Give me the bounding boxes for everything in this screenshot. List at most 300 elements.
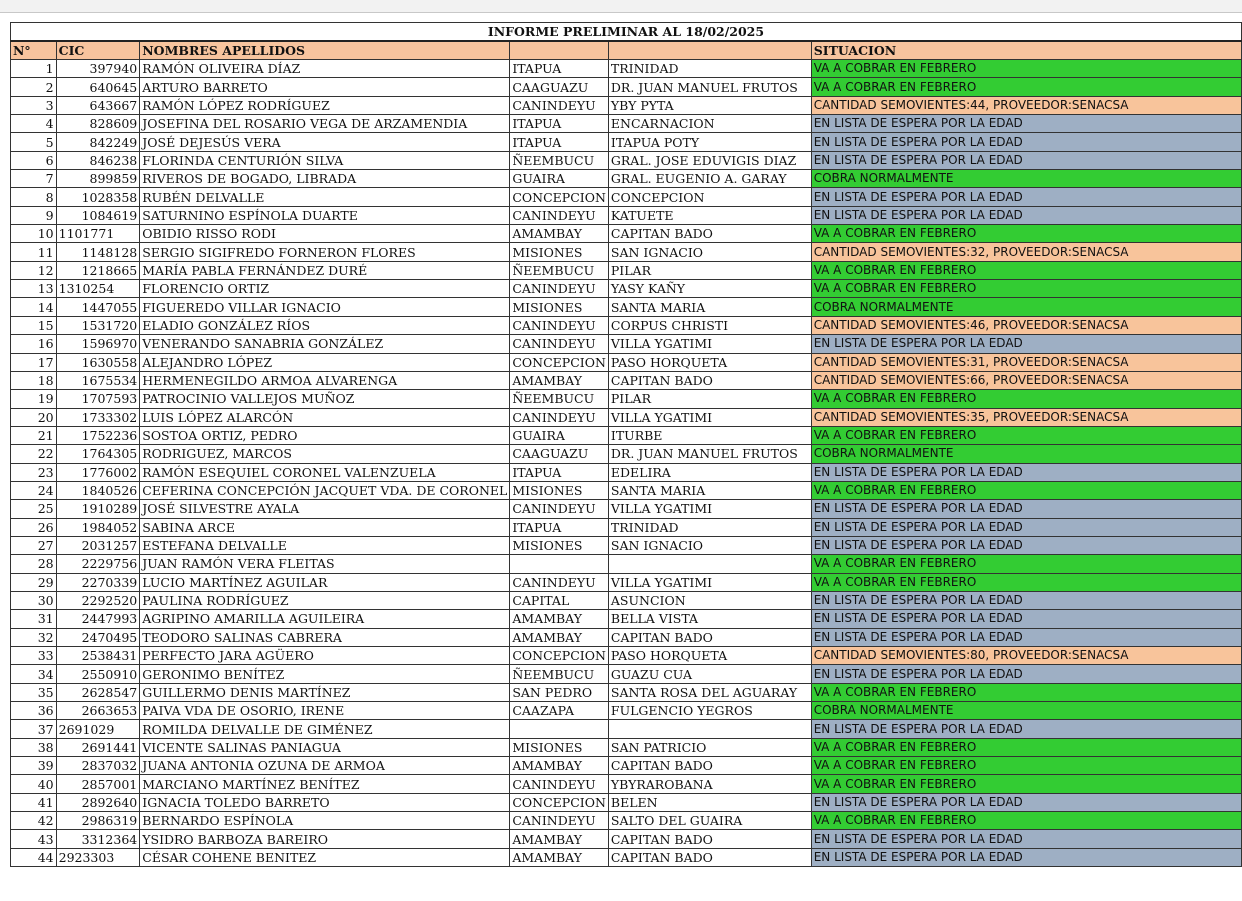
cell-no: 42 (11, 812, 57, 830)
cell-city: YASY KAÑY (608, 280, 811, 298)
cell-situation: VA A COBRAR EN FEBRERO (811, 555, 1241, 573)
cell-no: 6 (11, 151, 57, 169)
cell-name: JUAN RAMÓN VERA FLEITAS (140, 555, 510, 573)
cell-cic: 1984052 (56, 518, 140, 536)
table-row (11, 647, 1242, 665)
cell-situation: EN LISTA DE ESPERA POR LA EDAD (811, 848, 1241, 866)
cell-city: ENCARNACION (608, 115, 811, 133)
cell-name: VICENTE SALINAS PANIAGUA (140, 738, 510, 756)
report-title: INFORME PRELIMINAR AL 18/02/2025 (11, 23, 1242, 42)
cell-cic: 846238 (56, 151, 140, 169)
cell-no: 8 (11, 188, 57, 206)
cell-name: PAULINA RODRÍGUEZ (140, 591, 510, 609)
cell-city (608, 720, 811, 738)
cell-situation: VA A COBRAR EN FEBRERO (811, 738, 1241, 756)
cell-no: 16 (11, 335, 57, 353)
cell-situation: EN LISTA DE ESPERA POR LA EDAD (811, 335, 1241, 353)
cell-city: TRINIDAD (608, 60, 811, 78)
header-dept (510, 41, 609, 60)
cell-situation: EN LISTA DE ESPERA POR LA EDAD (811, 188, 1241, 206)
table-row (11, 298, 1242, 316)
header-no: N° (11, 41, 57, 60)
cell-cic: 643667 (56, 96, 140, 114)
cell-no: 22 (11, 445, 57, 463)
cell-department: CONCEPCION (510, 188, 609, 206)
cell-no: 41 (11, 793, 57, 811)
cell-cic: 1707593 (56, 390, 140, 408)
cell-situation: VA A COBRAR EN FEBRERO (811, 757, 1241, 775)
table-row (11, 390, 1242, 408)
cell-cic: 828609 (56, 115, 140, 133)
cell-cic: 2550910 (56, 665, 140, 683)
cell-name: MARÍA PABLA FERNÁNDEZ DURÉ (140, 261, 510, 279)
cell-name: RAMÓN ESEQUIEL CORONEL VALENZUELA (140, 463, 510, 481)
cell-city: EDELIRA (608, 463, 811, 481)
cell-no: 10 (11, 225, 57, 243)
cell-department: GUAIRA (510, 170, 609, 188)
cell-no: 33 (11, 647, 57, 665)
cell-no: 17 (11, 353, 57, 371)
cell-situation: VA A COBRAR EN FEBRERO (811, 60, 1241, 78)
cell-city: GUAZU CUA (608, 665, 811, 683)
cell-cic: 1447055 (56, 298, 140, 316)
cell-cic: 2031257 (56, 536, 140, 554)
cell-city: YBYRAROBANA (608, 775, 811, 793)
cell-name: RODRIGUEZ, MARCOS (140, 445, 510, 463)
cell-no: 19 (11, 390, 57, 408)
table-row (11, 518, 1242, 536)
cell-name: GUILLERMO DENIS MARTÍNEZ (140, 683, 510, 701)
cell-city: TRINIDAD (608, 518, 811, 536)
cell-department: CANINDEYU (510, 573, 609, 591)
cell-cic: 1840526 (56, 481, 140, 499)
cell-department: CANINDEYU (510, 280, 609, 298)
table-row (11, 115, 1242, 133)
table-row (11, 500, 1242, 518)
cell-city: ITURBE (608, 426, 811, 444)
cell-city: KATUETE (608, 206, 811, 224)
cell-cic: 1733302 (56, 408, 140, 426)
cell-cic: 3312364 (56, 830, 140, 848)
cell-no: 18 (11, 371, 57, 389)
cell-no: 26 (11, 518, 57, 536)
header-cic: CIC (56, 41, 140, 60)
table-row (11, 573, 1242, 591)
cell-city: FULGENCIO YEGROS (608, 702, 811, 720)
table-row (11, 280, 1242, 298)
cell-city: ASUNCION (608, 591, 811, 609)
cell-city: CAPITAN BADO (608, 628, 811, 646)
table-row (11, 408, 1242, 426)
cell-situation: EN LISTA DE ESPERA POR LA EDAD (811, 463, 1241, 481)
cell-city: CAPITAN BADO (608, 371, 811, 389)
cell-cic: 2292520 (56, 591, 140, 609)
table-row (11, 683, 1242, 701)
cell-department: MISIONES (510, 243, 609, 261)
cell-name: RIVEROS DE BOGADO, LIBRADA (140, 170, 510, 188)
cell-situation: VA A COBRAR EN FEBRERO (811, 280, 1241, 298)
cell-no: 7 (11, 170, 57, 188)
table-row (11, 426, 1242, 444)
cell-name: HERMENEGILDO ARMOA ALVARENGA (140, 371, 510, 389)
cell-cic: 1531720 (56, 316, 140, 334)
cell-name: GERONIMO BENÍTEZ (140, 665, 510, 683)
cell-no: 30 (11, 591, 57, 609)
cell-name: RUBÉN DELVALLE (140, 188, 510, 206)
cell-city: SAN PATRICIO (608, 738, 811, 756)
cell-name: IGNACIA TOLEDO BARRETO (140, 793, 510, 811)
cell-cic: 1675534 (56, 371, 140, 389)
cell-department: AMAMBAY (510, 610, 609, 628)
cell-situation: VA A COBRAR EN FEBRERO (811, 683, 1241, 701)
cell-city: SALTO DEL GUAIRA (608, 812, 811, 830)
report-table (10, 22, 1242, 867)
cell-cic: 1752236 (56, 426, 140, 444)
cell-cic: 2892640 (56, 793, 140, 811)
cell-city: ITAPUA POTY (608, 133, 811, 151)
cell-city: VILLA YGATIMI (608, 500, 811, 518)
cell-situation: VA A COBRAR EN FEBRERO (811, 225, 1241, 243)
cell-name: PERFECTO JARA AGÜERO (140, 647, 510, 665)
cell-department: CANINDEYU (510, 408, 609, 426)
cell-situation: VA A COBRAR EN FEBRERO (811, 261, 1241, 279)
table-row (11, 848, 1242, 866)
cell-name: CEFERINA CONCEPCIÓN JACQUET VDA. DE CORONEL (140, 481, 510, 499)
cell-name: ESTEFANA DELVALLE (140, 536, 510, 554)
table-row (11, 261, 1242, 279)
cell-situation: VA A COBRAR EN FEBRERO (811, 78, 1241, 96)
cell-department: CANINDEYU (510, 96, 609, 114)
cell-name: VENERANDO SANABRIA GONZÁLEZ (140, 335, 510, 353)
cell-department: SAN PEDRO (510, 683, 609, 701)
cell-city (608, 555, 811, 573)
cell-situation: COBRA NORMALMENTE (811, 445, 1241, 463)
cell-department: CAAGUAZU (510, 78, 609, 96)
cell-situation: VA A COBRAR EN FEBRERO (811, 812, 1241, 830)
cell-cic: 1218665 (56, 261, 140, 279)
cell-department: ÑEEMBUCU (510, 390, 609, 408)
cell-city: SANTA MARIA (608, 298, 811, 316)
cell-city: DR. JUAN MANUEL FRUTOS (608, 78, 811, 96)
table-row (11, 702, 1242, 720)
cell-cic: 1148128 (56, 243, 140, 261)
cell-no: 20 (11, 408, 57, 426)
cell-no: 14 (11, 298, 57, 316)
cell-name: FIGUEREDO VILLAR IGNACIO (140, 298, 510, 316)
cell-no: 1 (11, 60, 57, 78)
cell-city: YBY PYTA (608, 96, 811, 114)
table-row (11, 188, 1242, 206)
cell-cic: 2986319 (56, 812, 140, 830)
table-row (11, 371, 1242, 389)
cell-department: AMAMBAY (510, 830, 609, 848)
cell-city: SAN IGNACIO (608, 243, 811, 261)
table-row (11, 463, 1242, 481)
cell-department: AMAMBAY (510, 757, 609, 775)
header-row (11, 41, 1242, 60)
cell-cic: 842249 (56, 133, 140, 151)
table-row (11, 720, 1242, 738)
cell-no: 44 (11, 848, 57, 866)
cell-situation: EN LISTA DE ESPERA POR LA EDAD (811, 151, 1241, 169)
table-row (11, 316, 1242, 334)
cell-name: ALEJANDRO LÓPEZ (140, 353, 510, 371)
cell-situation: CANTIDAD SEMOVIENTES:32, PROVEEDOR:SENACSA (811, 243, 1241, 261)
cell-no: 21 (11, 426, 57, 444)
cell-situation: EN LISTA DE ESPERA POR LA EDAD (811, 591, 1241, 609)
cell-department: CAAZAPA (510, 702, 609, 720)
table-row (11, 812, 1242, 830)
cell-no: 2 (11, 78, 57, 96)
table-row (11, 78, 1242, 96)
cell-situation: EN LISTA DE ESPERA POR LA EDAD (811, 830, 1241, 848)
cell-department: CONCEPCION (510, 793, 609, 811)
cell-cic: 899859 (56, 170, 140, 188)
cell-situation: VA A COBRAR EN FEBRERO (811, 775, 1241, 793)
cell-no: 12 (11, 261, 57, 279)
cell-situation: EN LISTA DE ESPERA POR LA EDAD (811, 500, 1241, 518)
cell-department: CANINDEYU (510, 316, 609, 334)
cell-city: SAN IGNACIO (608, 536, 811, 554)
cell-no: 13 (11, 280, 57, 298)
cell-cic: 397940 (56, 60, 140, 78)
cell-name: JOSÉ SILVESTRE AYALA (140, 500, 510, 518)
cell-situation: CANTIDAD SEMOVIENTES:46, PROVEEDOR:SENACSA (811, 316, 1241, 334)
cell-department: AMAMBAY (510, 628, 609, 646)
cell-name: FLORINDA CENTURIÓN SILVA (140, 151, 510, 169)
cell-department: CANINDEYU (510, 775, 609, 793)
cell-department: MISIONES (510, 536, 609, 554)
cell-name: SERGIO SIGIFREDO FORNERON FLORES (140, 243, 510, 261)
table-row (11, 206, 1242, 224)
cell-department: MISIONES (510, 481, 609, 499)
table-row (11, 775, 1242, 793)
cell-name: CÉSAR COHENE BENITEZ (140, 848, 510, 866)
header-situation: SITUACION (811, 41, 1241, 60)
cell-name: JUANA ANTONIA OZUNA DE ARMOA (140, 757, 510, 775)
header-city (608, 41, 811, 60)
cell-situation: EN LISTA DE ESPERA POR LA EDAD (811, 628, 1241, 646)
cell-department: ITAPUA (510, 115, 609, 133)
cell-cic: 2470495 (56, 628, 140, 646)
cell-cic: 1101771 (56, 225, 140, 243)
cell-city: CAPITAN BADO (608, 848, 811, 866)
cell-situation: CANTIDAD SEMOVIENTES:80, PROVEEDOR:SENACSA (811, 647, 1241, 665)
cell-city: PASO HORQUETA (608, 353, 811, 371)
cell-name: OBIDIO RISSO RODI (140, 225, 510, 243)
cell-department: ÑEEMBUCU (510, 665, 609, 683)
cell-department: ÑEEMBUCU (510, 151, 609, 169)
cell-cic: 2923303 (56, 848, 140, 866)
table-row (11, 738, 1242, 756)
cell-city: PASO HORQUETA (608, 647, 811, 665)
table-row (11, 96, 1242, 114)
cell-no: 28 (11, 555, 57, 573)
cell-no: 9 (11, 206, 57, 224)
cell-situation: EN LISTA DE ESPERA POR LA EDAD (811, 720, 1241, 738)
cell-cic: 1596970 (56, 335, 140, 353)
cell-department: CAPITAL (510, 591, 609, 609)
table-row (11, 591, 1242, 609)
cell-department: MISIONES (510, 298, 609, 316)
cell-city: GRAL. JOSE EDUVIGIS DIAZ (608, 151, 811, 169)
cell-department: AMAMBAY (510, 225, 609, 243)
cell-no: 15 (11, 316, 57, 334)
cell-no: 36 (11, 702, 57, 720)
cell-cic: 1310254 (56, 280, 140, 298)
cell-name: MARCIANO MARTÍNEZ BENÍTEZ (140, 775, 510, 793)
table-row (11, 133, 1242, 151)
cell-no: 23 (11, 463, 57, 481)
cell-cic: 1910289 (56, 500, 140, 518)
table-row (11, 610, 1242, 628)
cell-name: ARTURO BARRETO (140, 78, 510, 96)
table-row (11, 243, 1242, 261)
cell-department: CAAGUAZU (510, 445, 609, 463)
table-row (11, 60, 1242, 78)
cell-department: AMAMBAY (510, 371, 609, 389)
cell-no: 34 (11, 665, 57, 683)
cell-situation: EN LISTA DE ESPERA POR LA EDAD (811, 610, 1241, 628)
cell-name: JOSÉ DEJESÚS VERA (140, 133, 510, 151)
title-row (11, 23, 1242, 42)
cell-cic: 2229756 (56, 555, 140, 573)
cell-city: DR. JUAN MANUEL FRUTOS (608, 445, 811, 463)
cell-situation: EN LISTA DE ESPERA POR LA EDAD (811, 536, 1241, 554)
cell-name: SABINA ARCE (140, 518, 510, 536)
cell-no: 32 (11, 628, 57, 646)
cell-no: 5 (11, 133, 57, 151)
header-name: NOMBRES APELLIDOS (140, 41, 510, 60)
cell-situation: VA A COBRAR EN FEBRERO (811, 390, 1241, 408)
cell-city: VILLA YGATIMI (608, 408, 811, 426)
cell-department: CANINDEYU (510, 500, 609, 518)
cell-cic: 2857001 (56, 775, 140, 793)
cell-name: BERNARDO ESPÍNOLA (140, 812, 510, 830)
cell-department: ITAPUA (510, 518, 609, 536)
cell-department (510, 720, 609, 738)
cell-name: FLORENCIO ORTIZ (140, 280, 510, 298)
cell-no: 37 (11, 720, 57, 738)
cell-no: 31 (11, 610, 57, 628)
cell-cic: 1776002 (56, 463, 140, 481)
cell-situation: EN LISTA DE ESPERA POR LA EDAD (811, 665, 1241, 683)
cell-cic: 1630558 (56, 353, 140, 371)
cell-city: CORPUS CHRISTI (608, 316, 811, 334)
cell-no: 24 (11, 481, 57, 499)
table-row (11, 665, 1242, 683)
cell-no: 35 (11, 683, 57, 701)
table-row (11, 830, 1242, 848)
table-row (11, 170, 1242, 188)
table-row (11, 628, 1242, 646)
cell-situation: CANTIDAD SEMOVIENTES:31, PROVEEDOR:SENACSA (811, 353, 1241, 371)
cell-cic: 2663653 (56, 702, 140, 720)
table-row (11, 555, 1242, 573)
cell-city: SANTA MARIA (608, 481, 811, 499)
cell-situation: EN LISTA DE ESPERA POR LA EDAD (811, 518, 1241, 536)
table-row (11, 335, 1242, 353)
cell-name: JOSEFINA DEL ROSARIO VEGA DE ARZAMENDIA (140, 115, 510, 133)
cell-no: 11 (11, 243, 57, 261)
cell-name: RAMÓN OLIVEIRA DÍAZ (140, 60, 510, 78)
cell-city: SANTA ROSA DEL AGUARAY (608, 683, 811, 701)
cell-department: ITAPUA (510, 133, 609, 151)
cell-situation: EN LISTA DE ESPERA POR LA EDAD (811, 133, 1241, 151)
table-row (11, 353, 1242, 371)
table-row (11, 481, 1242, 499)
cell-situation: VA A COBRAR EN FEBRERO (811, 481, 1241, 499)
cell-city: CAPITAN BADO (608, 225, 811, 243)
cell-no: 4 (11, 115, 57, 133)
cell-city: CAPITAN BADO (608, 757, 811, 775)
cell-no: 3 (11, 96, 57, 114)
cell-situation: CANTIDAD SEMOVIENTES:35, PROVEEDOR:SENACSA (811, 408, 1241, 426)
cell-cic: 1084619 (56, 206, 140, 224)
cell-name: YSIDRO BARBOZA BAREIRO (140, 830, 510, 848)
cell-department: CANINDEYU (510, 206, 609, 224)
cell-name: SOSTOA ORTIZ, PEDRO (140, 426, 510, 444)
cell-situation: EN LISTA DE ESPERA POR LA EDAD (811, 793, 1241, 811)
cell-department: GUAIRA (510, 426, 609, 444)
cell-situation: COBRA NORMALMENTE (811, 702, 1241, 720)
cell-department: MISIONES (510, 738, 609, 756)
cell-city: BELLA VISTA (608, 610, 811, 628)
cell-cic: 640645 (56, 78, 140, 96)
table-row (11, 151, 1242, 169)
cell-city: PILAR (608, 390, 811, 408)
cell-department: AMAMBAY (510, 848, 609, 866)
cell-department: CANINDEYU (510, 812, 609, 830)
cell-department: CONCEPCION (510, 353, 609, 371)
cell-cic: 2691441 (56, 738, 140, 756)
cell-city: BELEN (608, 793, 811, 811)
cell-name: PATROCINIO VALLEJOS MUÑOZ (140, 390, 510, 408)
cell-situation: CANTIDAD SEMOVIENTES:66, PROVEEDOR:SENACSA (811, 371, 1241, 389)
cell-name: LUIS LÓPEZ ALARCÓN (140, 408, 510, 426)
cell-city: CAPITAN BADO (608, 830, 811, 848)
cell-cic: 1028358 (56, 188, 140, 206)
table-row (11, 536, 1242, 554)
cell-city: VILLA YGATIMI (608, 335, 811, 353)
table-row (11, 757, 1242, 775)
cell-no: 29 (11, 573, 57, 591)
cell-situation: VA A COBRAR EN FEBRERO (811, 573, 1241, 591)
cell-city: VILLA YGATIMI (608, 573, 811, 591)
cell-name: ELADIO GONZÁLEZ RÍOS (140, 316, 510, 334)
cell-name: AGRIPINO AMARILLA AGUILEIRA (140, 610, 510, 628)
cell-no: 38 (11, 738, 57, 756)
cell-cic: 2270339 (56, 573, 140, 591)
cell-no: 27 (11, 536, 57, 554)
cell-department (510, 555, 609, 573)
cell-department: ITAPUA (510, 60, 609, 78)
cell-name: SATURNINO ESPÍNOLA DUARTE (140, 206, 510, 224)
cell-situation: COBRA NORMALMENTE (811, 170, 1241, 188)
cell-situation: EN LISTA DE ESPERA POR LA EDAD (811, 115, 1241, 133)
cell-cic: 2538431 (56, 647, 140, 665)
cell-situation: CANTIDAD SEMOVIENTES:44, PROVEEDOR:SENACSA (811, 96, 1241, 114)
window-top-bar (0, 0, 1242, 13)
cell-department: CANINDEYU (510, 335, 609, 353)
cell-cic: 2837032 (56, 757, 140, 775)
cell-cic: 2628547 (56, 683, 140, 701)
cell-situation: EN LISTA DE ESPERA POR LA EDAD (811, 206, 1241, 224)
cell-city: GRAL. EUGENIO A. GARAY (608, 170, 811, 188)
cell-no: 25 (11, 500, 57, 518)
cell-cic: 1764305 (56, 445, 140, 463)
cell-city: PILAR (608, 261, 811, 279)
